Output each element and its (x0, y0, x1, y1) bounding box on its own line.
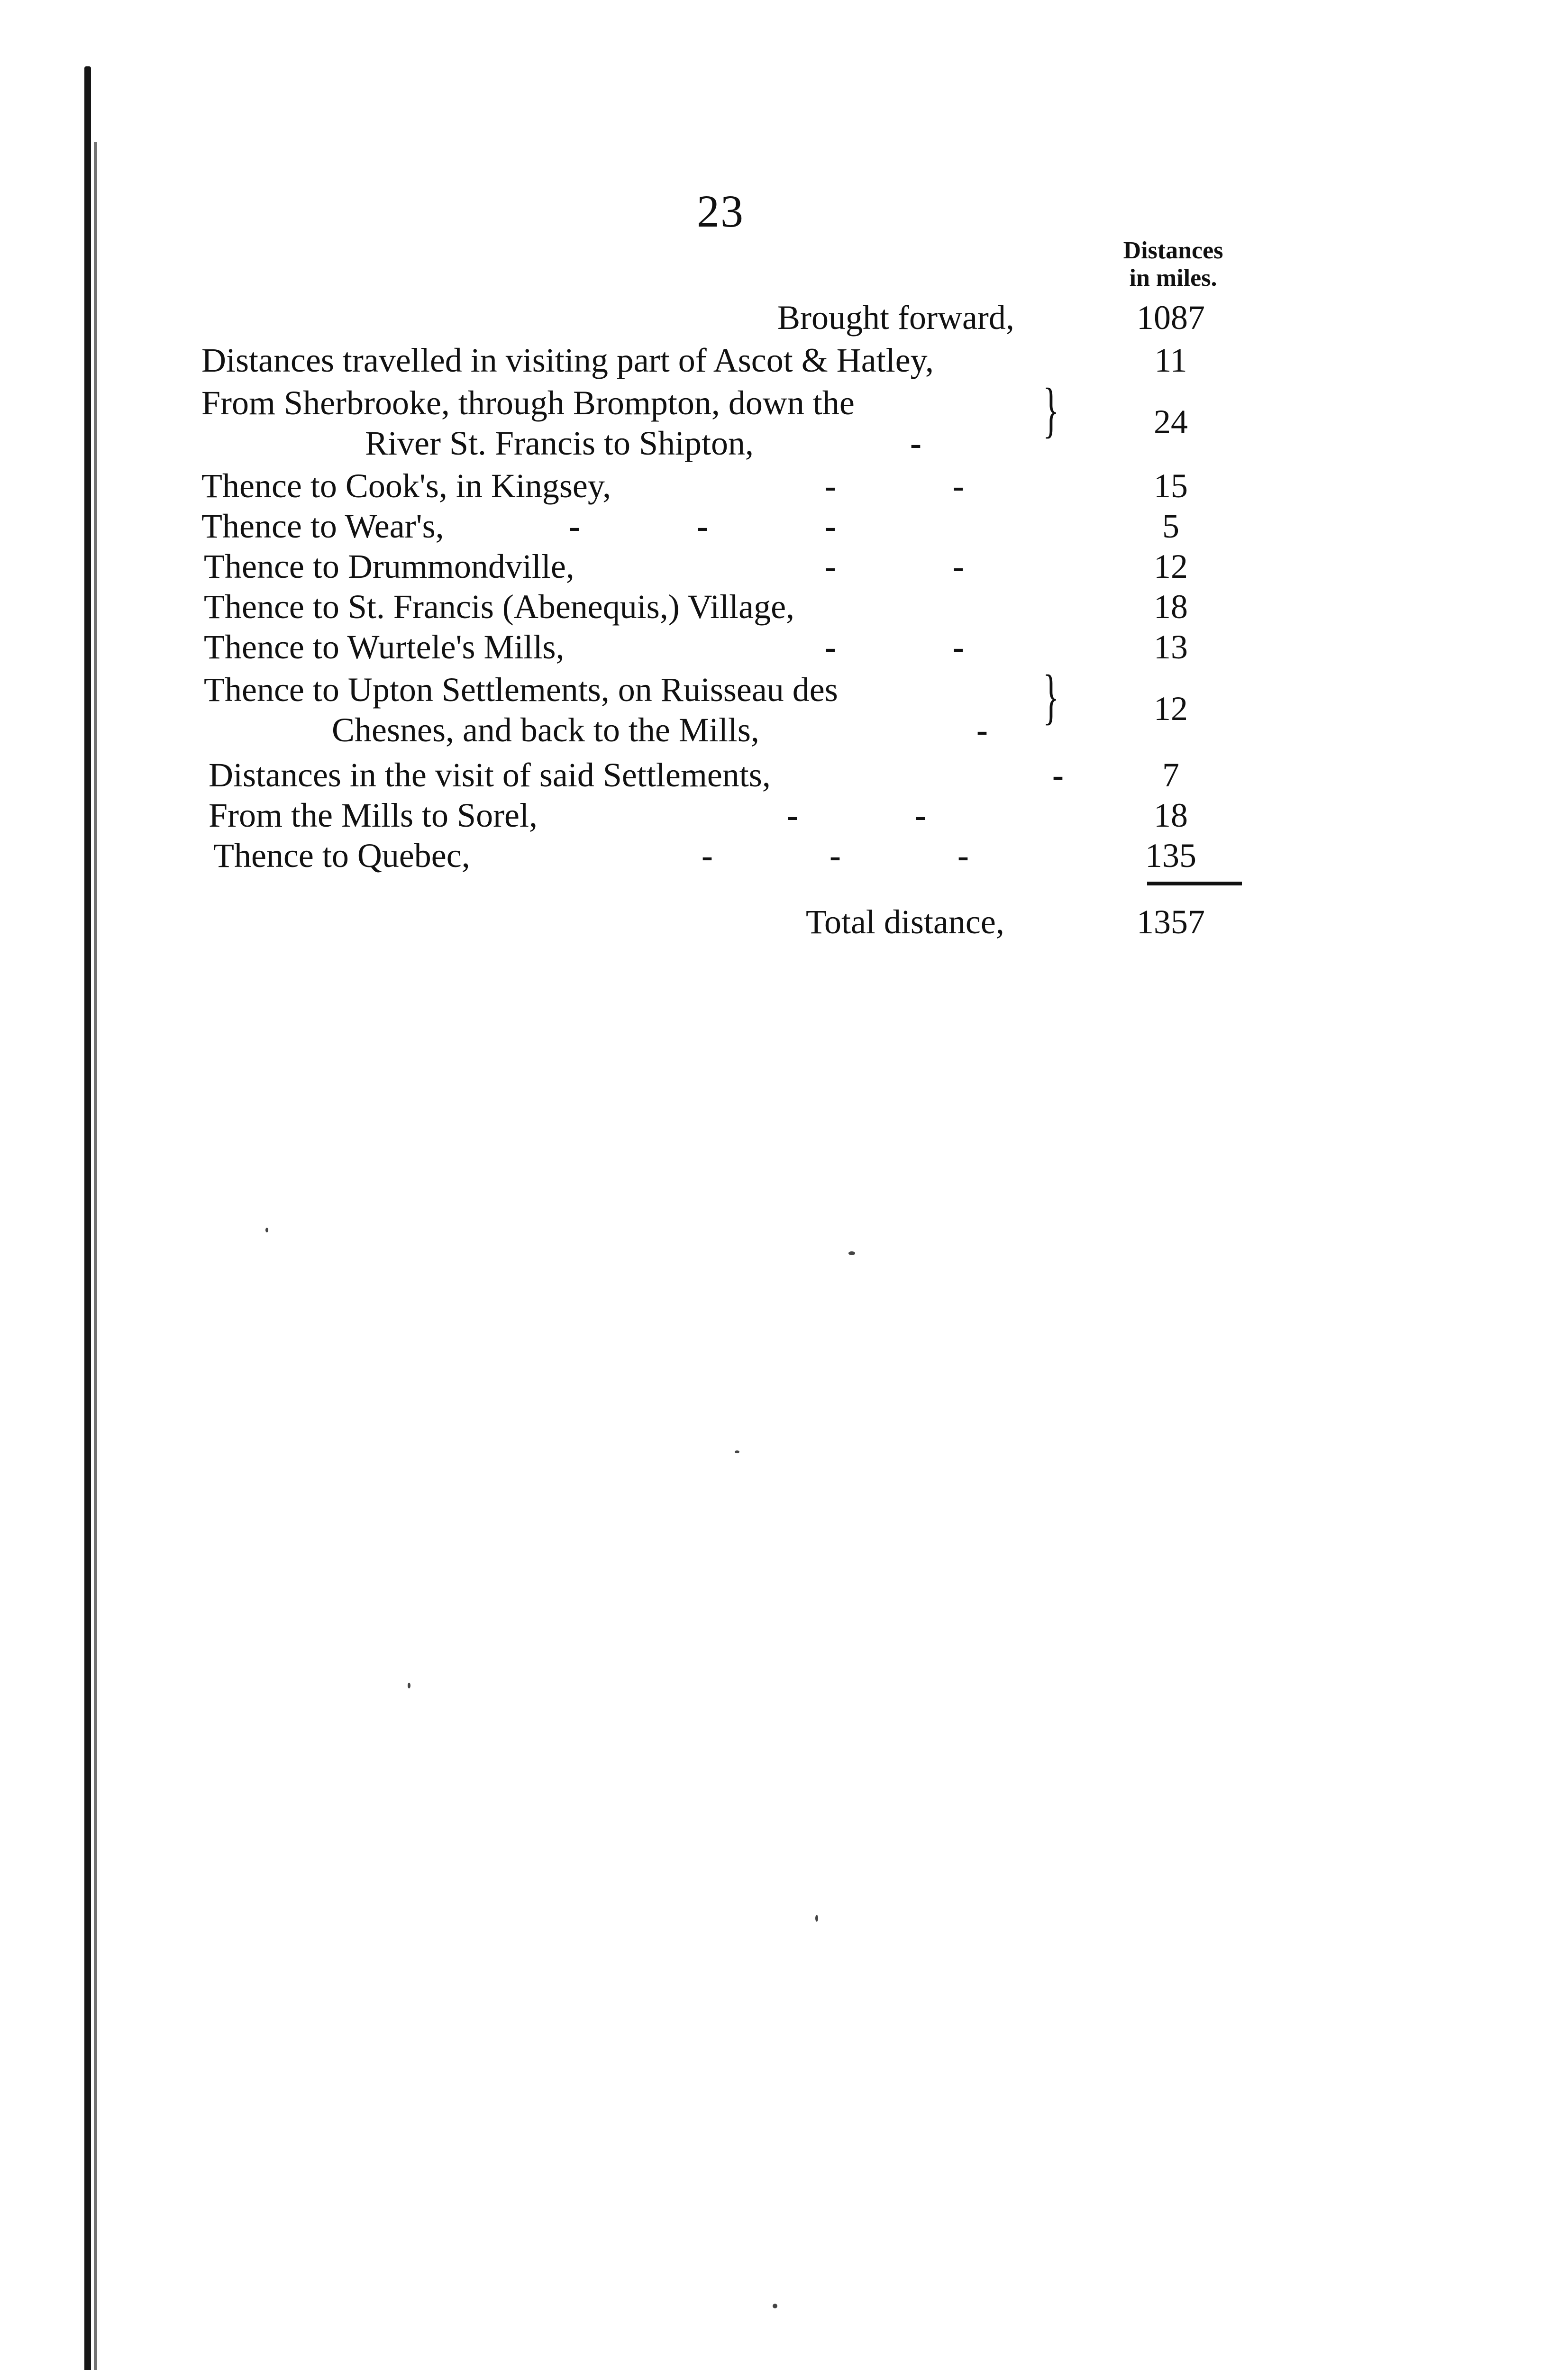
entry-text-continued: River St. Francis to Shipton, (365, 424, 754, 462)
dot-leaders: - - (825, 467, 967, 505)
scan-speck (773, 2304, 777, 2308)
dot-leaders: - - - (702, 837, 972, 875)
entry-text: Thence to Upton Settlements, on Ruisseau des (204, 671, 838, 709)
entry-text: Thence to Cook's, in Kingsey, (201, 467, 611, 505)
entry-text-continued: Chesnes, and back to the Mills, (332, 711, 759, 749)
entry-text: Thence to Quebec, (213, 837, 470, 875)
dot-leaders: - (1052, 756, 1067, 794)
dot-leaders: - (910, 424, 924, 462)
entry-text: Thence to Wear's, (201, 507, 444, 545)
entry-text: Distances travelled in visiting part of Ascot & Hatley, (201, 341, 934, 379)
page-number: 23 (697, 186, 744, 237)
binding-edge (84, 66, 91, 2370)
entry-value: 12 (1154, 547, 1188, 585)
entry-text: Thence to Drummondville, (204, 547, 574, 585)
brought-forward-value: 1087 (1137, 299, 1205, 337)
dot-leaders: - - (787, 796, 929, 834)
dot-leaders: - (976, 711, 991, 749)
dot-leaders: - - (825, 628, 967, 666)
entry-text: Thence to Wurtele's Mills, (204, 628, 565, 666)
total-rule (1147, 882, 1242, 885)
entry-text: Thence to St. Francis (Abenequis,) Village, (204, 588, 795, 626)
entry-value: 15 (1154, 467, 1188, 505)
entry-value: 24 (1154, 403, 1188, 441)
entry-text: From the Mills to Sorel, (209, 796, 538, 834)
scan-speck (735, 1450, 739, 1453)
scan-speck (815, 1915, 818, 1922)
column-header-line-1: Distances (1123, 237, 1223, 264)
entry-value: 135 (1145, 837, 1196, 875)
total-value: 1357 (1137, 903, 1205, 941)
scan-speck (408, 1683, 410, 1688)
entry-text: Distances in the visit of said Settlements, (209, 756, 771, 794)
entry-value: 5 (1162, 507, 1179, 545)
dot-leaders: - - - (569, 507, 839, 545)
scan-speck (848, 1251, 855, 1255)
entry-value: 12 (1154, 690, 1188, 728)
binding-shadow (94, 142, 97, 2370)
entry-value: 18 (1154, 588, 1188, 626)
distance-column-header (1100, 237, 1247, 292)
entry-value: 13 (1154, 628, 1188, 666)
dot-leaders: - - (825, 547, 967, 585)
brace-mark: } (1043, 376, 1059, 444)
entry-value: 18 (1154, 796, 1188, 834)
entry-value: 7 (1162, 756, 1179, 794)
scan-speck (265, 1228, 268, 1232)
column-header-line-2: in miles. (1129, 264, 1217, 292)
brace-mark: } (1043, 663, 1059, 731)
total-label: Total distance, (806, 903, 1004, 941)
entry-text: From Sherbrooke, through Brompton, down the (201, 384, 855, 422)
brought-forward-label: Brought forward, (777, 299, 1014, 337)
entry-value: 11 (1154, 341, 1187, 379)
